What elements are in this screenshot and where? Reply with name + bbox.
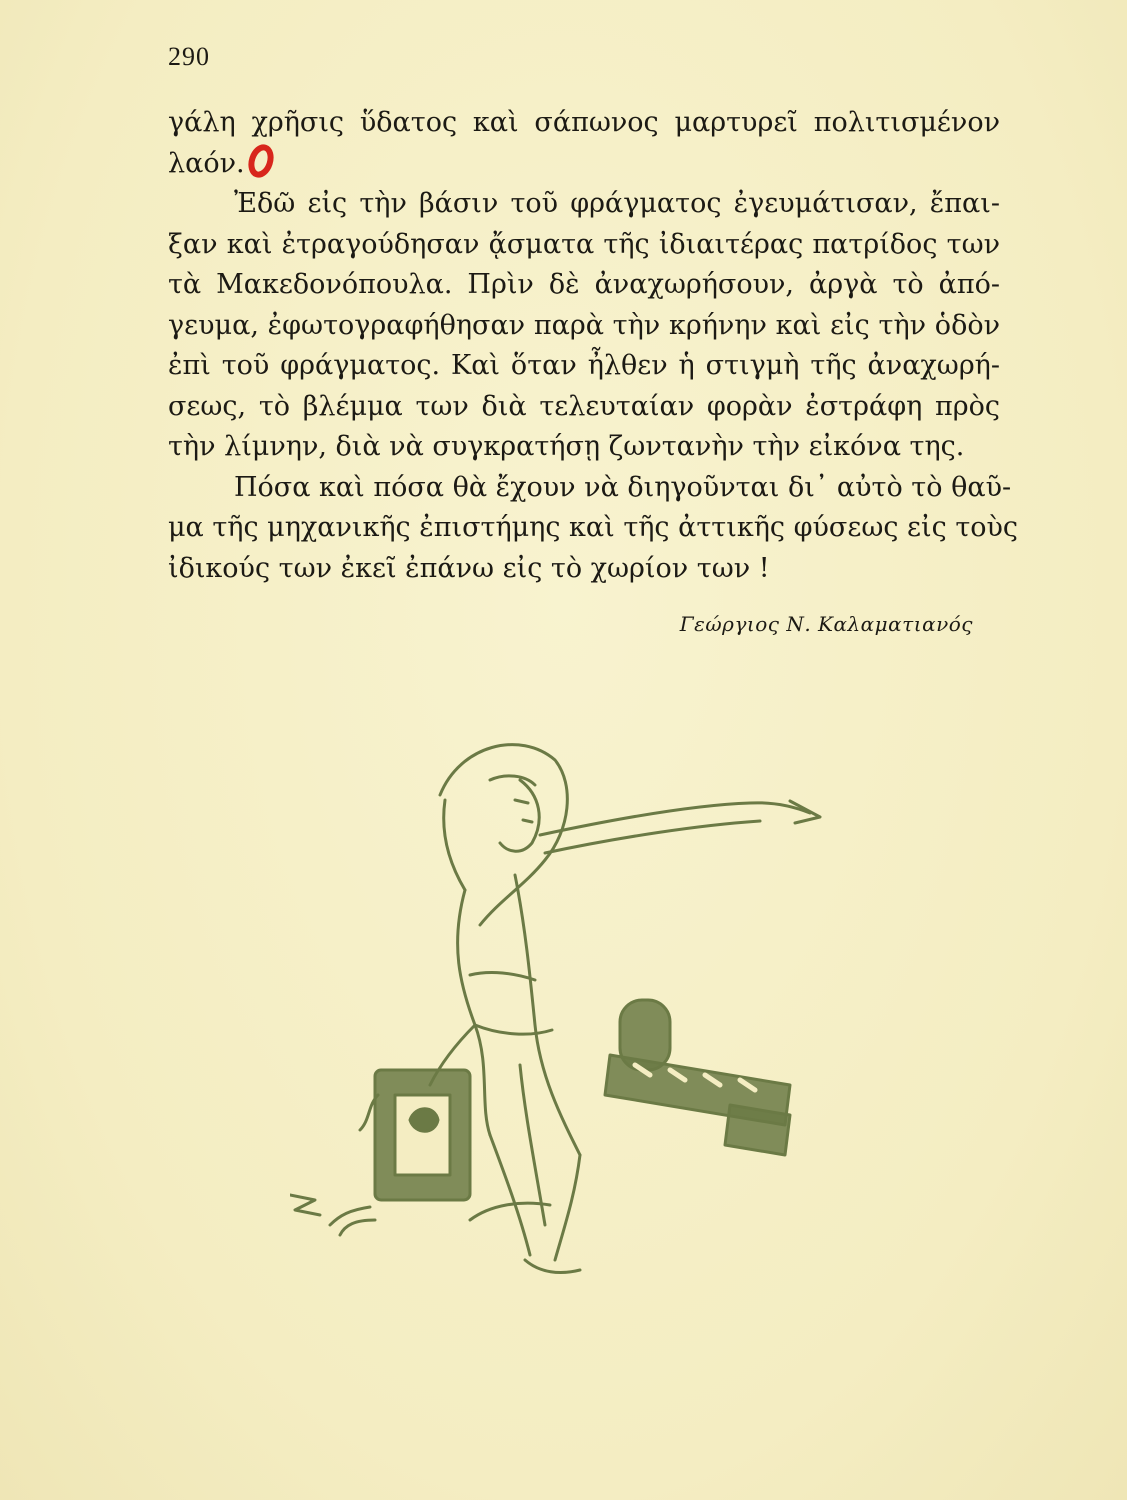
body-text [168,103,1019,589]
text-line: λαόν. [168,147,245,179]
red-pencil-mark [246,142,276,180]
text-line: τὴν λίμνην, διὰ νὰ συγκρατήσῃ ζωντανὴν τὴν εἰκόνα της. [168,431,965,462]
woman-with-basket-illustration [290,725,850,1285]
text-line: σεως, τὸ βλέμμα των διὰ τελευταίαν φορὰν ἐστράφη πρὸς [168,390,1000,422]
text-line: ἐπὶ τοῦ φράγματος. Καὶ ὅταν ἦλθεν ἡ στιγμὴ τῆς ἀναχωρή- [168,350,1000,381]
text-line: Ἐδῶ εἰς τὴν βάσιν τοῦ φράγματος ἐγευμάτισαν, ἔπαι- [234,188,1000,219]
page-number: 290 [168,42,210,71]
author-signature: Γεώργιος Ν. Καλαματιανός [679,612,973,636]
text-line: τὰ Μακεδονόπουλα. Πρὶν δὲ ἀναχωρήσουν, ἀργὰ τὸ ἀπό- [168,269,1000,300]
text-line: γευμα, ἐφωτογραφήθησαν παρὰ τὴν κρήνην καὶ εἰς τὴν ὁδὸν [168,309,1000,341]
text-line: γάλη χρῆσις ὕδατος καὶ σάπωνος μαρτυρεῖ πολιτισμένον [168,107,1000,138]
text-line: ξαν καὶ ἐτραγούδησαν ᾄσματα τῆς ἰδιαιτέρας πατρίδος των [168,228,1000,260]
text-line: μα τῆς μηχανικῆς ἐπιστήμης καὶ τῆς ἀττικῆς φύσεως εἰς τοὺς [168,512,1019,543]
text-line: ἰδικούς των ἐκεῖ ἐπάνω εἰς τὸ χωρίον των ! [168,552,770,584]
text-line: Πόσα καὶ πόσα θὰ ἔχουν νὰ διηγοῦνται δι᾿ αὐτὸ τὸ θαῦ- [234,471,1012,503]
